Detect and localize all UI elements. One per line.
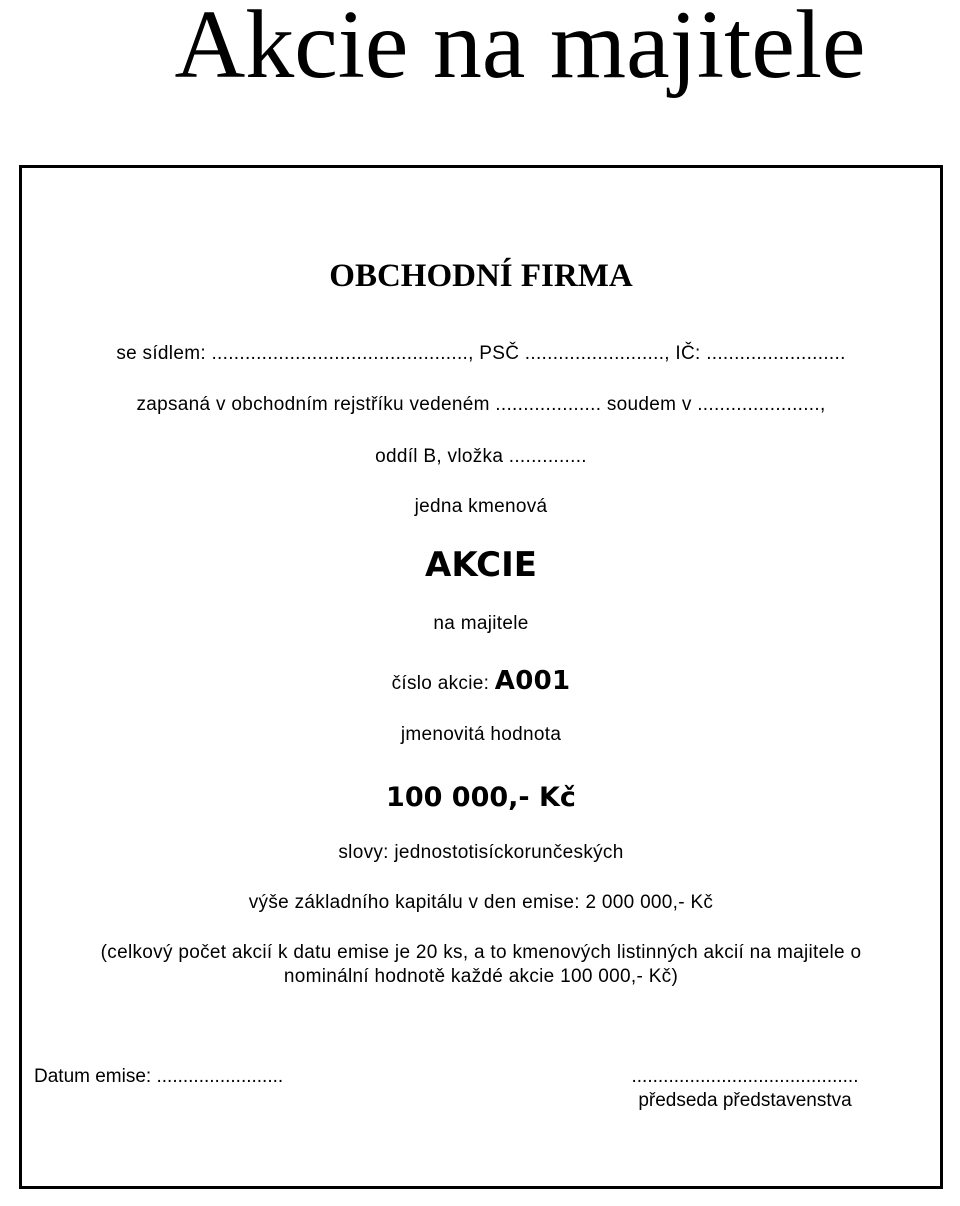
nominal-label: jmenovitá hodnota (400, 724, 562, 745)
share-kind: jedna kmenová (414, 496, 548, 517)
share-certificate (19, 165, 943, 1189)
company-name: OBCHODNÍ FIRMA (329, 258, 633, 294)
page-title: Akcie na majitele (174, 0, 866, 99)
share-number: A001 (494, 666, 571, 696)
share-number-line (22, 666, 940, 696)
capital-line: výše základního kapitálu v den emise: 2 000 000,- Kč (248, 892, 714, 913)
seat-line: se sídlem: .............................................., PSČ ........................., IČ: ......................... (116, 343, 846, 364)
nominal-value: 100 000,- Kč (386, 782, 576, 813)
share-heading: AKCIE (425, 545, 537, 585)
note-line-1: (celkový počet akcií k datu emise je 20 ks, a to kmenových listinných akcií na majitele o (100, 942, 862, 963)
bearer-label: na majitele (433, 613, 529, 634)
registry-line: zapsaná v obchodním rejstříku vedeném ................... soudem v ......................, (136, 394, 826, 415)
signature-block (610, 1066, 880, 1112)
section-line: oddíl B, vložka .............. (375, 446, 587, 467)
note-line-2: nominální hodnotě každé akcie 100 000,- Kč) (283, 966, 679, 987)
signature-role: předseda představenstva (638, 1090, 852, 1111)
issue-date: Datum emise: ........................ (34, 1066, 284, 1087)
words-line: slovy: jednostotisíckorunčeských (338, 842, 624, 863)
signature-dots: ........................................... (631, 1066, 859, 1087)
share-number-label: číslo akcie: (391, 673, 490, 694)
